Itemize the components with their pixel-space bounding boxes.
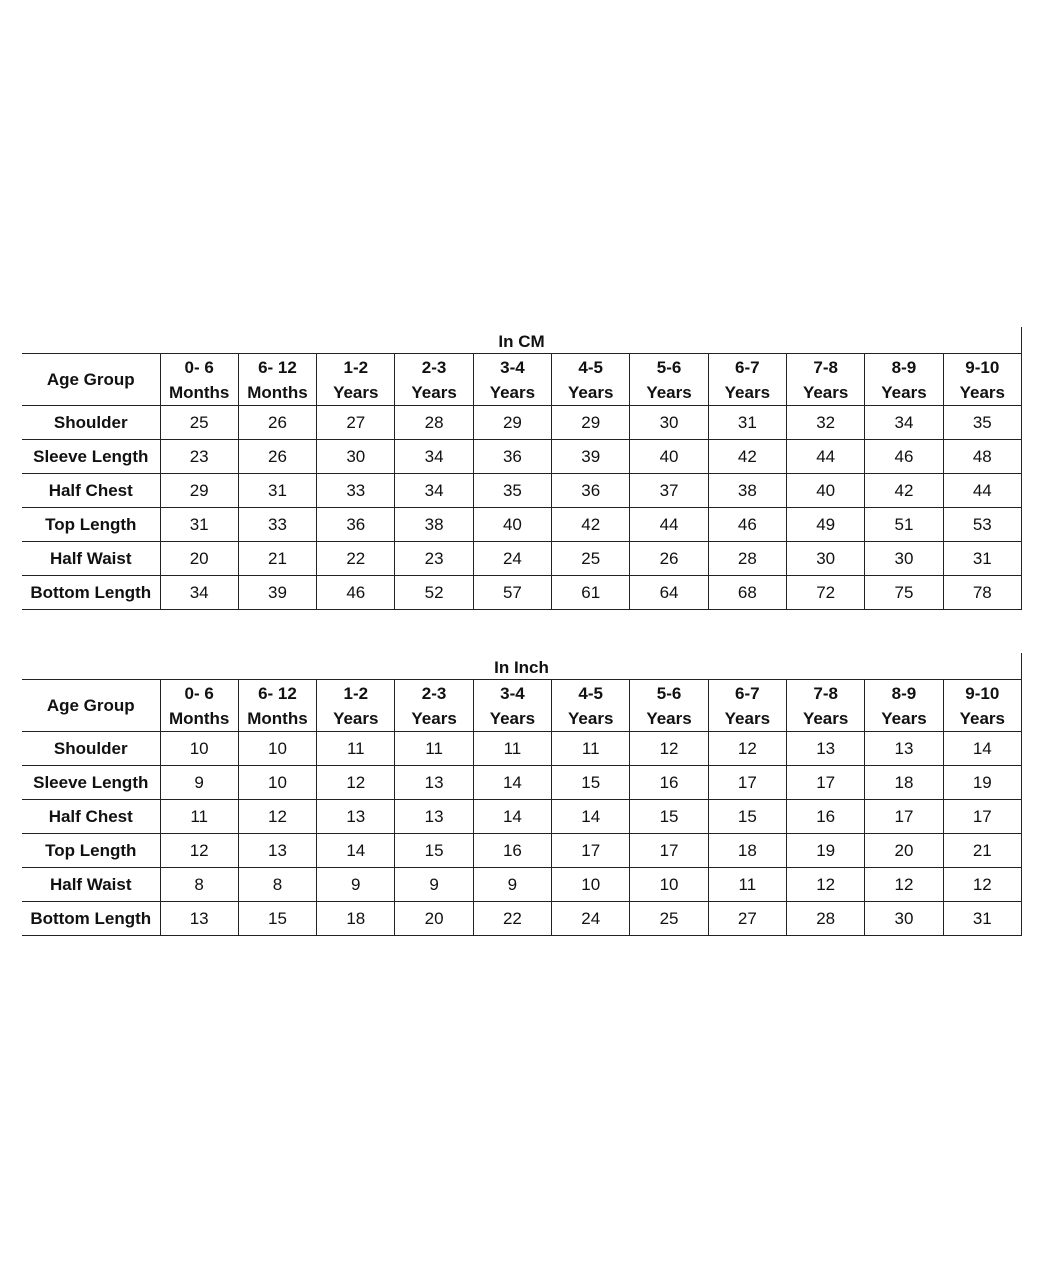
measurement-value: 68 (708, 576, 786, 610)
measurement-value: 48 (943, 440, 1021, 474)
measurement-label: Bottom Length (22, 576, 160, 610)
age-column-header (238, 354, 316, 406)
age-column-header (865, 680, 943, 732)
measurement-value: 23 (395, 542, 473, 576)
measurement-value: 15 (630, 800, 708, 834)
age-range: 2-3 (421, 357, 447, 377)
measurement-value: 22 (317, 542, 395, 576)
age-range: 6- 12 (258, 683, 297, 703)
measurement-value: 11 (160, 800, 238, 834)
measurement-value: 38 (708, 474, 786, 508)
age-unit: Years (802, 708, 849, 728)
table-row (22, 868, 1022, 902)
table-row (22, 766, 1022, 800)
age-unit: Years (489, 708, 536, 728)
measurement-value: 10 (630, 868, 708, 902)
measurement-value: 17 (630, 834, 708, 868)
measurement-value: 29 (160, 474, 238, 508)
age-range: 0- 6 (184, 357, 214, 377)
measurement-value: 31 (708, 406, 786, 440)
measurement-value: 12 (238, 800, 316, 834)
measurement-value: 32 (787, 406, 865, 440)
measurement-value: 14 (473, 766, 551, 800)
age-unit: Years (489, 382, 536, 402)
age-range: 3-4 (500, 357, 525, 377)
measurement-value: 18 (708, 834, 786, 868)
measurement-value: 42 (865, 474, 943, 508)
age-group-header: Age Group (22, 354, 160, 406)
age-column-header (160, 354, 238, 406)
measurement-value: 46 (865, 440, 943, 474)
measurement-value: 26 (238, 406, 316, 440)
age-column-header (865, 354, 943, 406)
measurement-value: 34 (865, 406, 943, 440)
measurement-value: 19 (787, 834, 865, 868)
measurement-value: 42 (552, 508, 630, 542)
age-column-header (787, 354, 865, 406)
measurement-value: 31 (160, 508, 238, 542)
measurement-value: 33 (238, 508, 316, 542)
measurement-value: 37 (630, 474, 708, 508)
measurement-value: 9 (160, 766, 238, 800)
measurement-value: 17 (943, 800, 1021, 834)
measurement-value: 21 (943, 834, 1021, 868)
measurement-label: Half Chest (22, 800, 160, 834)
measurement-value: 9 (317, 868, 395, 902)
measurement-value: 46 (317, 576, 395, 610)
age-unit: Years (881, 708, 927, 728)
measurement-value: 21 (238, 542, 316, 576)
measurement-value: 34 (395, 440, 473, 474)
measurement-value: 10 (238, 732, 316, 766)
measurement-value: 19 (943, 766, 1021, 800)
header-row (22, 354, 1022, 406)
measurement-value: 12 (943, 868, 1021, 902)
age-range: 2-3 (421, 683, 447, 703)
age-column-header (787, 680, 865, 732)
table-row (22, 542, 1022, 576)
age-unit: Years (568, 708, 614, 728)
age-unit: Years (646, 708, 692, 728)
table-row (22, 732, 1022, 766)
age-group-header: Age Group (22, 680, 160, 732)
age-column-header (238, 680, 316, 732)
measurement-value: 17 (552, 834, 630, 868)
measurement-value: 15 (708, 800, 786, 834)
measurement-value: 16 (630, 766, 708, 800)
age-column-header (630, 680, 708, 732)
age-column-header (317, 680, 395, 732)
age-range: 8-9 (891, 357, 917, 377)
measurement-value: 24 (473, 542, 551, 576)
measurement-value: 14 (552, 800, 630, 834)
measurement-value: 28 (787, 902, 865, 936)
measurement-value: 25 (630, 902, 708, 936)
measurement-value: 28 (708, 542, 786, 576)
header-row (22, 680, 1022, 732)
measurement-value: 17 (865, 800, 943, 834)
measurement-value: 11 (395, 732, 473, 766)
measurement-label: Top Length (22, 508, 160, 542)
table-row (22, 508, 1022, 542)
measurement-value: 12 (317, 766, 395, 800)
measurement-value: 52 (395, 576, 473, 610)
measurement-value: 11 (708, 868, 786, 902)
measurement-value: 12 (630, 732, 708, 766)
measurement-value: 57 (473, 576, 551, 610)
table-row (22, 800, 1022, 834)
measurement-label: Shoulder (22, 406, 160, 440)
age-range: 7-8 (813, 683, 838, 703)
measurement-value: 30 (317, 440, 395, 474)
measurement-value: 20 (160, 542, 238, 576)
measurement-value: 14 (317, 834, 395, 868)
age-column-header (552, 680, 630, 732)
age-unit: Years (646, 382, 692, 402)
table-row (22, 440, 1022, 474)
age-unit: Years (802, 382, 849, 402)
age-column-header (630, 354, 708, 406)
age-column-header (395, 354, 473, 406)
measurement-value: 44 (630, 508, 708, 542)
measurement-value: 30 (865, 542, 943, 576)
measurement-value: 11 (552, 732, 630, 766)
age-range: 3-4 (500, 683, 525, 703)
measurement-value: 51 (865, 508, 943, 542)
measurement-value: 61 (552, 576, 630, 610)
measurement-value: 25 (552, 542, 630, 576)
measurement-value: 40 (787, 474, 865, 508)
measurement-value: 14 (473, 800, 551, 834)
age-unit: Months (247, 708, 308, 728)
measurement-value: 29 (473, 406, 551, 440)
age-unit: Years (333, 708, 379, 728)
measurement-value: 27 (708, 902, 786, 936)
age-range: 9-10 (965, 357, 1000, 377)
age-column-header (395, 680, 473, 732)
age-column-header (317, 354, 395, 406)
measurement-value: 26 (238, 440, 316, 474)
table-row (22, 474, 1022, 508)
age-column-header (943, 354, 1021, 406)
measurement-value: 36 (317, 508, 395, 542)
measurement-value: 36 (473, 440, 551, 474)
table-title: In Inch (22, 653, 1022, 680)
measurement-value: 34 (395, 474, 473, 508)
measurement-value: 17 (708, 766, 786, 800)
age-range: 1-2 (343, 683, 369, 703)
age-unit: Years (333, 382, 379, 402)
measurement-value: 8 (238, 868, 316, 902)
age-range: 0- 6 (184, 683, 214, 703)
measurement-value: 20 (865, 834, 943, 868)
age-unit: Years (724, 382, 771, 402)
measurement-value: 11 (317, 732, 395, 766)
measurement-value: 15 (395, 834, 473, 868)
table-row (22, 406, 1022, 440)
measurement-value: 46 (708, 508, 786, 542)
measurement-value: 72 (787, 576, 865, 610)
table-row (22, 834, 1022, 868)
measurement-label: Shoulder (22, 732, 160, 766)
measurement-value: 8 (160, 868, 238, 902)
measurement-value: 18 (317, 902, 395, 936)
table-title: In CM (22, 327, 1022, 354)
measurement-value: 31 (238, 474, 316, 508)
measurement-value: 10 (238, 766, 316, 800)
age-unit: Years (881, 382, 927, 402)
age-column-header (708, 354, 786, 406)
table-row (22, 902, 1022, 936)
measurement-value: 15 (552, 766, 630, 800)
age-unit: Months (247, 382, 308, 402)
measurement-value: 26 (630, 542, 708, 576)
measurement-label: Half Chest (22, 474, 160, 508)
age-column-header (552, 354, 630, 406)
age-unit: Years (568, 382, 614, 402)
measurement-value: 40 (473, 508, 551, 542)
measurement-value: 14 (943, 732, 1021, 766)
measurement-value: 34 (160, 576, 238, 610)
age-range: 9-10 (965, 683, 1000, 703)
age-unit: Months (168, 382, 230, 402)
age-column-header (473, 680, 551, 732)
measurement-value: 22 (473, 902, 551, 936)
measurement-value: 44 (787, 440, 865, 474)
measurement-label: Sleeve Length (22, 440, 160, 474)
age-range: 6- 12 (258, 357, 297, 377)
age-unit: Years (411, 708, 457, 728)
measurement-value: 10 (552, 868, 630, 902)
measurement-value: 30 (630, 406, 708, 440)
measurement-value: 49 (787, 508, 865, 542)
measurement-value: 12 (708, 732, 786, 766)
measurement-value: 16 (787, 800, 865, 834)
age-unit: Years (411, 382, 457, 402)
age-range: 6-7 (735, 683, 760, 703)
measurement-value: 53 (943, 508, 1021, 542)
measurement-value: 17 (787, 766, 865, 800)
measurement-value: 39 (552, 440, 630, 474)
age-unit: Years (959, 708, 1005, 728)
measurement-value: 13 (395, 766, 473, 800)
measurement-value: 13 (238, 834, 316, 868)
measurement-value: 25 (160, 406, 238, 440)
age-range: 5-6 (656, 683, 682, 703)
measurement-value: 11 (473, 732, 551, 766)
measurement-label: Sleeve Length (22, 766, 160, 800)
measurement-value: 13 (395, 800, 473, 834)
measurement-value: 35 (943, 406, 1021, 440)
measurement-value: 13 (865, 732, 943, 766)
age-column-header (708, 680, 786, 732)
measurement-value: 13 (160, 902, 238, 936)
size-chart-cm-table (22, 327, 1022, 610)
measurement-value: 31 (943, 902, 1021, 936)
age-range: 7-8 (813, 357, 838, 377)
measurement-label: Half Waist (22, 542, 160, 576)
measurement-value: 28 (395, 406, 473, 440)
measurement-label: Bottom Length (22, 902, 160, 936)
measurement-value: 64 (630, 576, 708, 610)
measurement-value: 75 (865, 576, 943, 610)
measurement-value: 36 (552, 474, 630, 508)
measurement-value: 29 (552, 406, 630, 440)
measurement-value: 9 (395, 868, 473, 902)
measurement-label: Top Length (22, 834, 160, 868)
measurement-value: 44 (943, 474, 1021, 508)
measurement-value: 13 (787, 732, 865, 766)
age-range: 4-5 (578, 683, 603, 703)
measurement-value: 31 (943, 542, 1021, 576)
measurement-value: 9 (473, 868, 551, 902)
age-unit: Years (724, 708, 771, 728)
measurement-value: 35 (473, 474, 551, 508)
measurement-value: 27 (317, 406, 395, 440)
measurement-value: 15 (238, 902, 316, 936)
table-row (22, 576, 1022, 610)
measurement-value: 12 (160, 834, 238, 868)
measurement-value: 13 (317, 800, 395, 834)
size-chart-inch-table (22, 653, 1022, 936)
age-range: 4-5 (578, 357, 603, 377)
measurement-value: 33 (317, 474, 395, 508)
age-unit: Years (959, 382, 1005, 402)
measurement-value: 18 (865, 766, 943, 800)
age-column-header (160, 680, 238, 732)
measurement-value: 24 (552, 902, 630, 936)
measurement-value: 20 (395, 902, 473, 936)
measurement-value: 16 (473, 834, 551, 868)
age-unit: Months (168, 708, 230, 728)
measurement-label: Half Waist (22, 868, 160, 902)
measurement-value: 30 (787, 542, 865, 576)
age-range: 5-6 (656, 357, 682, 377)
measurement-value: 10 (160, 732, 238, 766)
age-column-header (943, 680, 1021, 732)
measurement-value: 39 (238, 576, 316, 610)
age-column-header (473, 354, 551, 406)
age-range: 8-9 (891, 683, 917, 703)
measurement-value: 40 (630, 440, 708, 474)
measurement-value: 12 (865, 868, 943, 902)
age-range: 6-7 (735, 357, 760, 377)
measurement-value: 30 (865, 902, 943, 936)
measurement-value: 23 (160, 440, 238, 474)
age-range: 1-2 (343, 357, 369, 377)
measurement-value: 78 (943, 576, 1021, 610)
measurement-value: 12 (787, 868, 865, 902)
measurement-value: 38 (395, 508, 473, 542)
measurement-value: 42 (708, 440, 786, 474)
